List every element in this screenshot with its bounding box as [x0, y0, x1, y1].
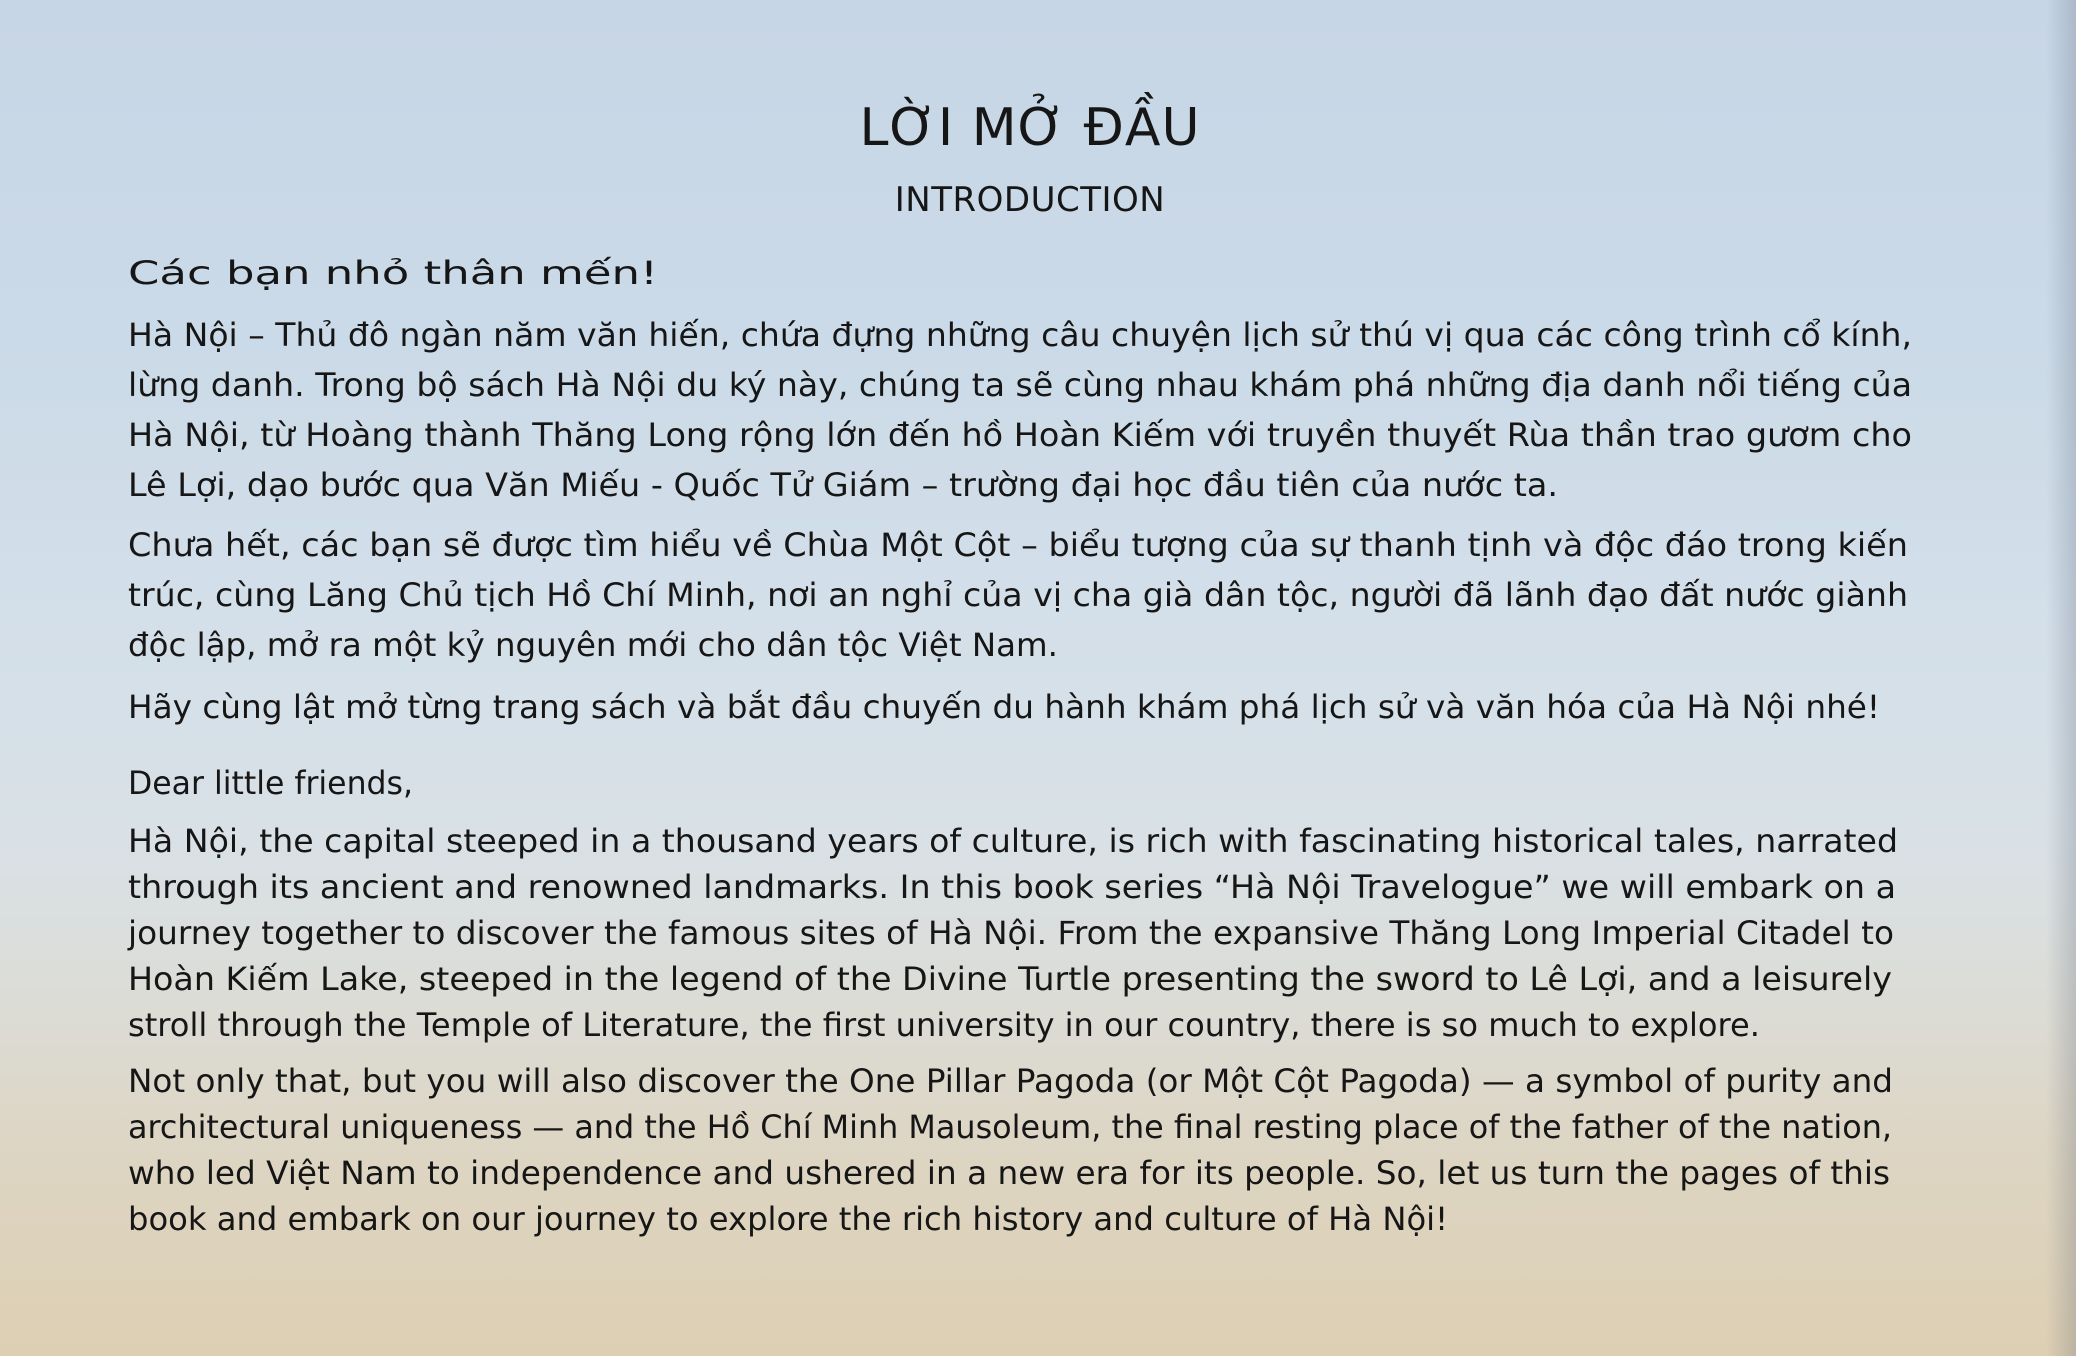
- text-line: Các bạn nhỏ thân mến!: [128, 254, 658, 292]
- text-line: architectural uniqueness — and the Hồ Chí Minh Mausoleum, the final resting place of the father of the nation,: [128, 1108, 1892, 1146]
- text-line: stroll through the Temple of Literature, the first university in our country, there is so much to explore.: [128, 1006, 1760, 1044]
- text-line: Chưa hết, các bạn sẽ được tìm hiểu về Chùa Một Cột – biểu tượng của sự thanh tịnh và độc đáo trong kiến: [128, 526, 1908, 564]
- en-paragraph-2: [128, 1058, 1928, 1242]
- text-line: Hà Nội, the capital steeped in a thousand years of culture, is rich with fascinating historical tales, narrated: [128, 822, 1898, 860]
- text-line: Lê Lợi, dạo bước qua Văn Miếu - Quốc Tử Giám – trường đại học đầu tiên của nước ta.: [128, 466, 1558, 504]
- text-line: lừng danh. Trong bộ sách Hà Nội du ký này, chúng ta sẽ cùng nhau khám phá những địa danh nổi tiếng của: [128, 366, 1912, 404]
- vi-paragraph-3: [128, 682, 1928, 732]
- text-line: Dear little friends,: [128, 764, 413, 802]
- text-line: Not only that, but you will also discover the One Pillar Pagoda (or Một Cột Pagoda) — a symbol of purity and: [128, 1062, 1893, 1100]
- text-line: Hãy cùng lật mở từng trang sách và bắt đầu chuyến du hành khám phá lịch sử và văn hóa của Hà Nội nhé!: [128, 688, 1880, 726]
- text-line: Hoàn Kiếm Lake, steeped in the legend of the Divine Turtle presenting the sword to Lê Lợi, and a leisurely: [128, 960, 1893, 998]
- text-line: Hà Nội, từ Hoàng thành Thăng Long rộng lớn đến hồ Hoàn Kiếm với truyền thuyết Rùa thần trao gươm cho: [128, 416, 1912, 454]
- page-title: LỜI MỞ ĐẦU: [859, 98, 1201, 158]
- vi-paragraph-2: [128, 520, 1928, 670]
- text-line: trúc, cùng Lăng Chủ tịch Hồ Chí Minh, nơi an nghỉ của vị cha già dân tộc, người đã lãnh đạo đất nước giành: [128, 576, 1908, 614]
- text-line: who led Việt Nam to independence and ushered in a new era for its people. So, let us turn the pages of this: [128, 1154, 1890, 1192]
- text-line: độc lập, mở ra một kỷ nguyên mới cho dân tộc Việt Nam.: [128, 626, 1058, 664]
- en-greeting: [128, 760, 1928, 806]
- text-line: book and embark on our journey to explore the rich history and culture of Hà Nội!: [128, 1200, 1448, 1238]
- text-line: through its ancient and renowned landmarks. In this book series “Hà Nội Travelogue” we will embark on a: [128, 868, 1897, 906]
- page-subtitle: INTRODUCTION: [894, 180, 1166, 220]
- en-paragraph-1: [128, 818, 1928, 1048]
- text-line: journey together to discover the famous sites of Hà Nội. From the expansive Thăng Long Imperial Citadel to: [128, 914, 1894, 952]
- text-line: Hà Nội – Thủ đô ngàn năm văn hiến, chứa đựng những câu chuyện lịch sử thú vị qua các công trình cổ kính,: [128, 316, 1912, 354]
- vi-paragraph-1: [128, 310, 1928, 510]
- vi-greeting: [128, 248, 1928, 298]
